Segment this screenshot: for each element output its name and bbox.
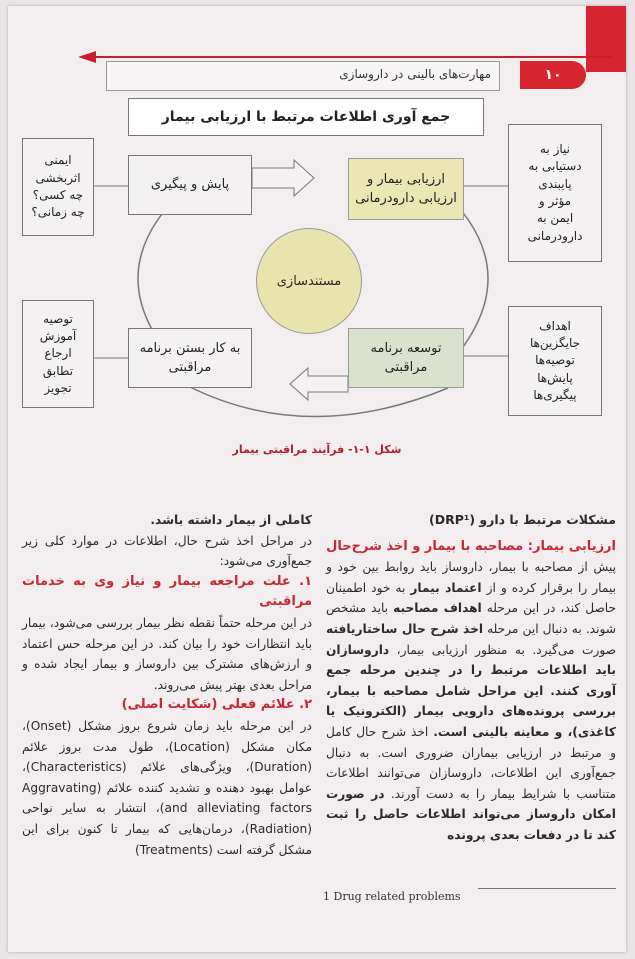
- left-top-box: [22, 138, 94, 236]
- footnote-rule: [478, 888, 616, 889]
- lt-line-4: چه زمانی؟: [31, 205, 85, 220]
- rb-line-2: جایگزین‌ها: [529, 335, 581, 350]
- rb-line-1: اهداف: [539, 318, 571, 333]
- care-process-diagram: [8, 6, 626, 476]
- lb-line-2: آموزش: [39, 328, 77, 343]
- rt-line-1: نیاز به: [540, 141, 570, 156]
- rc-text-4: صورت می‌گیرد. به منظور ارزیابی بیمار،: [396, 642, 617, 657]
- step-monitor: پایش و پیگیری: [128, 155, 252, 215]
- rt-line-3: پایبندی: [538, 176, 572, 191]
- arrow-to-assess-icon: [252, 160, 314, 196]
- lc-heading-1: ۱. علت مراجعه بیمار و نیاز وی به خدمات مراقبتی: [22, 573, 312, 610]
- rt-line-2: دستیابی به: [528, 159, 582, 174]
- lb-line-1: توصیه: [43, 311, 73, 326]
- step-care-plan: توسعه برنامه مراقبتی: [348, 328, 464, 388]
- diagram-title: جمع آوری اطلاعات مرتبط با ارزیابی بیمار: [128, 98, 484, 136]
- lb-line-4: تطابق: [42, 363, 74, 378]
- right-paragraph: [326, 557, 616, 845]
- right-bottom-box: [508, 306, 602, 416]
- rb-line-4: پایش‌ها: [537, 370, 573, 385]
- left-text-column: [22, 510, 312, 860]
- step-assess: ارزیابی بیمار و ارزیابی دارودرمانی: [348, 158, 464, 220]
- rb-line-3: توصیه‌ها: [535, 353, 575, 368]
- page-number: ۱۰: [520, 61, 586, 89]
- lc-text-1: در این مرحله حتماً نقطه نظر بیمار بررسی می‌شود، بیمار باید انتظارات خود را بیان کند. در این مرحله حس اعتماد و ارزش‌های مشترک بین داروساز و بیمار ایجاد شده و مراحل بعدی بهتر پیش می‌روند.: [22, 615, 312, 692]
- rc-bold-4: داروسازان باید اطلاعات مرتبط را در چندین مرحله جمع آوری کنند. این مراحل شامل مصاحبه با بیمار، بررسی پرونده‌های دارویی بیمار (الکترونیک یا کاغذی)، و معاینه بالینی است.: [326, 642, 617, 739]
- rt-line-5: ایمن به: [536, 211, 574, 226]
- lc-lead: کاملی از بیمار داشته باشد.: [150, 513, 312, 527]
- lc-heading-2: ۲. علائم فعلی (شکایت اصلی): [121, 697, 312, 713]
- book-page: [8, 6, 626, 952]
- left-bottom-box: [22, 300, 94, 408]
- rt-line-4: مؤثر و: [538, 194, 572, 208]
- drp-heading: مشکلات مرتبط با دارو (DRP¹): [428, 512, 616, 527]
- lt-line-1: ایمنی: [44, 153, 72, 168]
- rc-text-5: اخذ شرح حال کامل و مرتبط در ارزیابی بیماران ضروری است. به دنبال جمع‌آوری این اطلاعات، داروسازان می‌توانند اطلاعات متناسب با شرایط بیمار را به دست آورند.: [326, 724, 616, 801]
- rc-bold-3: اخذ شرح حال ساختاریافته: [326, 621, 484, 636]
- center-documentation: مستندسازی: [256, 228, 362, 334]
- rb-line-5: پیگیری‌ها: [533, 388, 577, 403]
- lt-line-3: چه کسی؟: [32, 188, 84, 202]
- rc-bold-2: اهداف مصاحبه: [393, 601, 482, 616]
- running-title: مهارت‌های بالینی در داروسازی: [339, 67, 491, 81]
- arrow-to-implement-icon: [290, 368, 348, 400]
- rc-bold-5: در صورت امکان داروساز می‌تواند اطلاعات حاصل را ثبت کند تا در دفعات بعدی پرونده: [326, 786, 616, 842]
- rc-bold-1: اعتماد بیمار: [410, 580, 482, 595]
- rc-text-2: به خود اطمینان حاصل کند، در این مرحله: [326, 580, 617, 616]
- rt-line-6: دارودرمانی: [527, 228, 583, 243]
- right-top-box: [508, 124, 602, 262]
- right-text-column: [326, 510, 616, 846]
- lc-text-2: در این مرحله باید زمان شروع بروز مشکل (Onset)، مکان مشکل (Location)، طول مدت بروز علائم (Duration)، ویژگی‌های علائم (Characteristics)، عوامل بهبود دهنده و تشدید کننده علائم (Aggravating and alleviating factors)، انتشار به سایر نواحی (Radiation)، درمان‌هایی که بیمار تا کنون برای این مشکل گرفته است (Treatments): [22, 718, 312, 857]
- rc-text-3: باید مشخص شوند. به دنبال این مرحله: [326, 601, 616, 636]
- lc-intro: در مراحل اخذ شرح حال، اطلاعات در موارد کلی زیر جمع‌آوری می‌شود:: [22, 533, 312, 569]
- footnote: 1 Drug related problems: [323, 890, 461, 903]
- assessment-subheading: ارزیابی بیمار: مصاحبه با بیمار و اخذ شرح‌حال: [326, 538, 616, 554]
- lb-line-3: ارجاع: [44, 346, 72, 361]
- lb-line-5: تجویز: [44, 381, 72, 396]
- figure-caption: شکل ۱-۱- فرآیند مراقبتی بیمار: [232, 443, 402, 456]
- step-implement: به کار بستن برنامه مراقبتی: [128, 328, 252, 388]
- lt-line-2: اثربخشی: [35, 170, 81, 185]
- rc-text-1: پیش از مصاحبه با بیمار، داروساز باید روابط بین خود و بیمار را برقرار کرده و از: [326, 560, 617, 595]
